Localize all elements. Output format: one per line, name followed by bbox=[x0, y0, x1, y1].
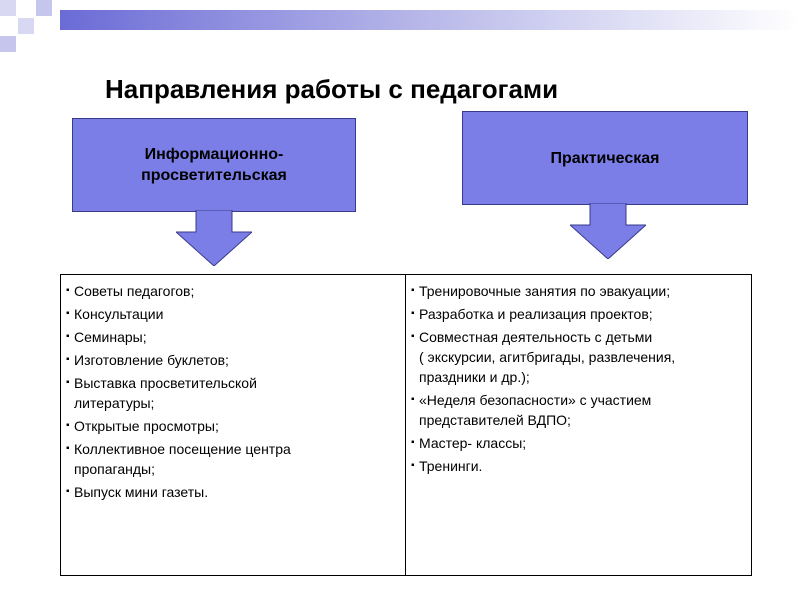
list-item: ▪ Разработка и реализация проектов; bbox=[411, 306, 653, 322]
list-item: ▪ Мастер- классы; bbox=[411, 435, 527, 451]
list-item: ▪ Изготовление буклетов; bbox=[66, 352, 229, 368]
list-item-continuation: праздники и др.); bbox=[419, 369, 530, 385]
list-item: ▪ Коллективное посещение центра bbox=[66, 441, 291, 457]
box-informational-line1: Информационно- bbox=[144, 146, 284, 163]
page-title: Направления работы с педагогами bbox=[105, 74, 559, 104]
box-informational-line2: просветительская bbox=[141, 167, 287, 184]
left-column bbox=[61, 275, 406, 575]
list-item-continuation: ( экскурсии, агитбригады, развлечения, bbox=[419, 349, 676, 365]
list-item-continuation: пропаганды; bbox=[74, 461, 155, 477]
arrow-down-right-icon bbox=[570, 203, 646, 259]
list-item-continuation: литературы; bbox=[74, 395, 155, 411]
list-item: ▪ Совместная деятельность с детьми bbox=[411, 329, 653, 345]
decorative-squares bbox=[0, 0, 60, 60]
list-item: ▪ Консультации bbox=[66, 306, 164, 322]
arrow-down-left-icon bbox=[176, 210, 252, 266]
list-item: ▪ Выставка просветительской bbox=[66, 375, 257, 391]
list-item: ▪ Семинары; bbox=[66, 329, 147, 345]
directions-table bbox=[60, 274, 752, 576]
list-item: ▪ Открытые просмотры; bbox=[66, 418, 219, 434]
box-informational bbox=[72, 118, 356, 212]
header-gradient-bar bbox=[60, 10, 800, 30]
list-item: ▪ Выпуск мини газеты. bbox=[66, 484, 209, 500]
list-item: ▪ «Неделя безопасности» с участием bbox=[411, 392, 652, 408]
list-item-continuation: представителей ВДПО; bbox=[419, 412, 571, 428]
box-practical bbox=[462, 111, 748, 205]
list-item: ▪ Советы педагогов; bbox=[66, 283, 195, 299]
list-item: ▪ Тренировочные занятия по эвакуации; bbox=[411, 283, 671, 299]
list-item: ▪ Тренинги. bbox=[411, 458, 483, 474]
right-column bbox=[406, 275, 751, 575]
box-practical-label: Практическая bbox=[550, 149, 660, 167]
